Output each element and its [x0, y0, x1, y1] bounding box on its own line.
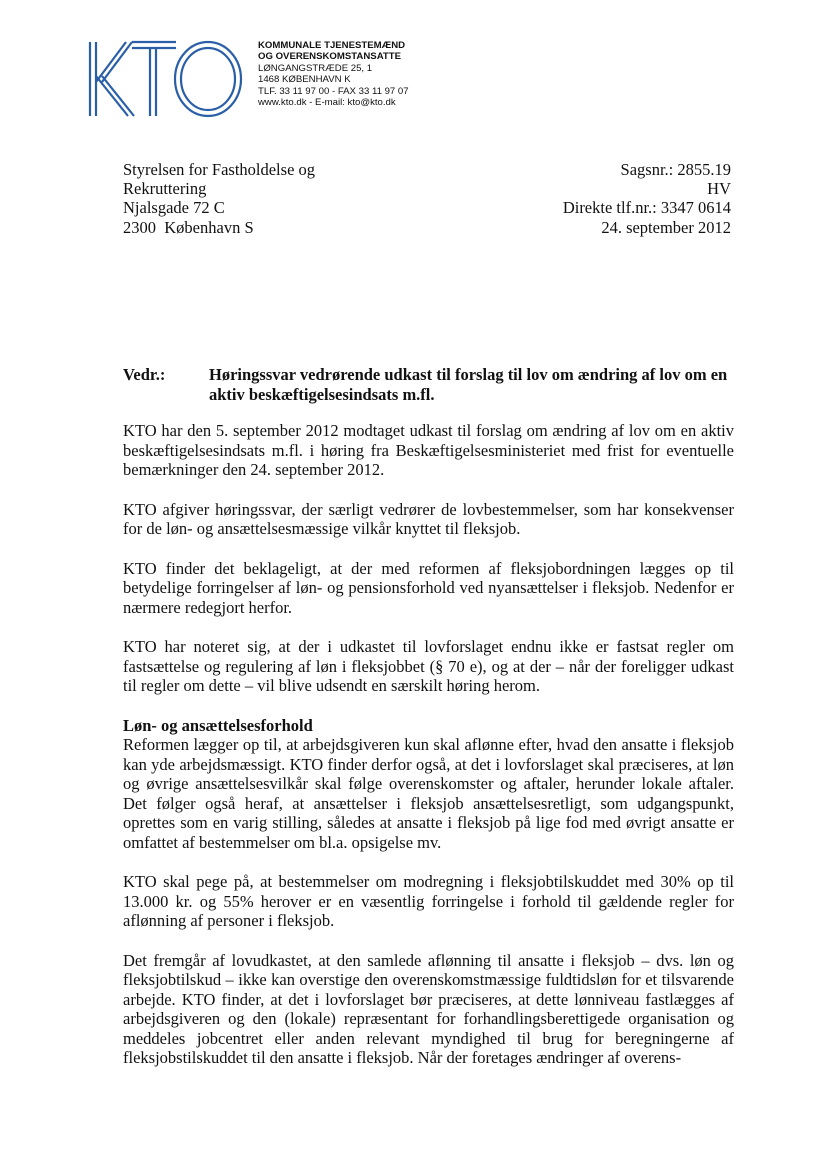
kto-logo — [86, 38, 246, 120]
subject-line2: aktiv beskæftigelsesindsats m.fl. — [209, 384, 435, 404]
recipient-line4: 2300 København S — [123, 217, 254, 237]
letter-body — [123, 421, 734, 1088]
org-street: LØNGANGSTRÆDE 25, 1 — [258, 62, 373, 74]
org-name-line1: KOMMUNALE TJENESTEMÆND — [258, 40, 406, 51]
paragraph-2: KTO afgiver høringssvar, der særligt vedrører de lovbestemmelser, som har konsekvenser for de løn- og ansættelsesmæssige vilkår knyttet til fleksjob. — [123, 499, 734, 538]
paragraph-4: KTO har noteret sig, at der i udkastet til lovforslaget endnu ikke er fastsat regler om fastsættelse og regulering af løn i fleksjobbet (§ 70 e), og at der – når der foreligger udkast til regler om dette – vil blive udsendt en særskilt høring herom. — [123, 637, 734, 695]
paragraph-6: KTO skal pege på, at bestemmelser om modregning i fleksjobtilskuddet med 30% op til 13.000 kr. og 55% herover er en væsentlig forringelse i forhold til gældende regler for aflønning af personer i fleksjob. — [123, 872, 734, 930]
initials: HV — [707, 179, 731, 199]
org-web: www.kto.dk - E-mail: kto@kto.dk — [258, 97, 396, 109]
paragraph-7: Det fremgår af lovudkastet, at den samlede aflønning til ansatte i fleksjob – dvs. løn og fleksjobtilskud – ikke kan overstige den overenskomstmæssige fuldtidsløn for et tilsvarende arbejde. KTO finder, at det i lovforslaget bør præciseres, at dette lønniveau fastlægges af arbejdsgiveren og den (lokale) repræsentant for forhandlingsberettigede organisation og meddeles jobcentret eller anden relevant myndighed til brug for beregningerne af fleksjobstilskuddet til den ansatte i fleksjob. Når der foretages ændringer af overens- — [123, 950, 734, 1067]
section-heading: Løn- og ansættelsesforhold — [123, 715, 313, 735]
recipient-line2: Rekruttering — [123, 179, 207, 199]
paragraph-3: KTO finder det beklageligt, at der med reformen af fleksjobordningen lægges op til betydelige forringelser af løn- og pensionsforhold ved nyansættelser i fleksjob. Nedenfor er nærmere redegjort herfor. — [123, 558, 734, 617]
paragraph-5: Reformen lægger op til, at arbejdsgiveren kun skal aflønne efter, hvad den ansatte i fleksjob kan yde arbejdsmæssigt. KTO finder derfor også, at det i lovforslaget skal præciseres, at løn og øvrige ansættelsesvilkår skal følge overenskomster og aftaler, herunder lokale aftaler. Det følger også heraf, at ansættelser i fleksjob ansættelsesretligt, som udgangspunkt, oprettes som en varig stilling, således at ansatte i fleksjob på lige fod med øvrigt ansatte er omfattet af bestemmelser om bl.a. opsigelse mv. — [123, 735, 734, 852]
recipient-line1: Styrelsen for Fastholdelse og — [123, 160, 316, 179]
case-number: Sagsnr.: 2855.19 — [620, 160, 731, 179]
subject-block — [123, 365, 743, 404]
direct-phone: Direkte tlf.nr.: 3347 0614 — [562, 198, 731, 218]
org-phone: TLF. 33 11 97 00 - FAX 33 11 97 07 — [258, 85, 409, 97]
subject-lead: Vedr.: — [123, 365, 166, 384]
org-info — [258, 40, 409, 108]
reference-block — [563, 160, 731, 237]
letter-date: 24. september 2012 — [601, 217, 731, 237]
recipient-address — [123, 160, 315, 237]
recipient-line3: Njalsgade 72 C — [123, 198, 225, 218]
org-name-line2: OG OVERENSKOMSTANSATTE — [258, 51, 402, 63]
subject-line1: Høringssvar vedrørende udkast til forslag til lov om ændring af lov om en — [209, 365, 728, 384]
paragraph-1: KTO har den 5. september 2012 modtaget udkast til forslag om ændring af lov om en aktiv beskæftigelsesindsats m.fl. i høring fra Beskæftigelsesministeriet med frist for eventuelle bemærkninger den 24. september 2012. — [123, 421, 734, 479]
org-city: 1468 KØBENHAVN K — [258, 74, 351, 86]
